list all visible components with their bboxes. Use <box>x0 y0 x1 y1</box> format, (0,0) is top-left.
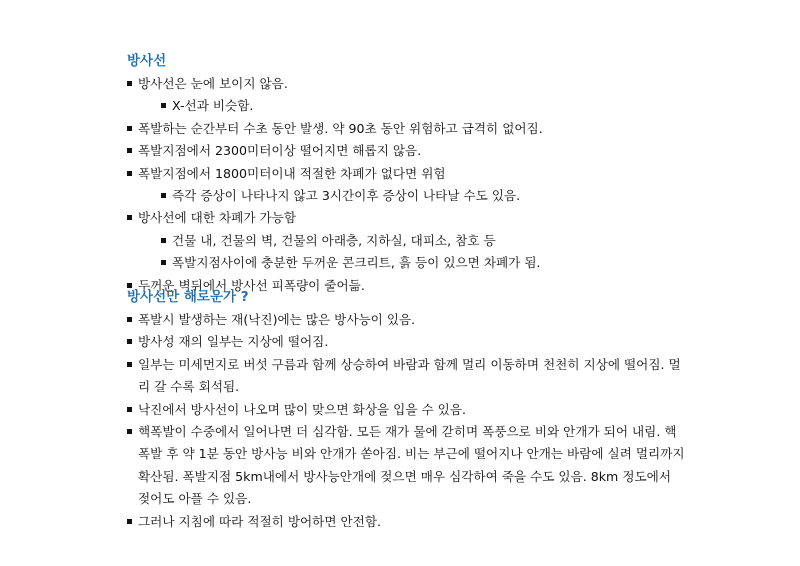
list-item <box>127 331 687 353</box>
square-bullet-icon <box>127 317 132 322</box>
list-item <box>127 309 687 331</box>
square-bullet-icon <box>127 171 132 176</box>
square-bullet-icon <box>161 260 166 265</box>
list-item <box>127 207 687 229</box>
list-item-text: 폭발지점에서 2300미터이상 떨어지면 해롭지 않음. <box>138 143 422 159</box>
list-item <box>127 354 687 399</box>
square-bullet-icon <box>127 429 132 434</box>
list-item-text: 핵폭발이 수중에서 일어나면 더 심각함. 모든 재가 물에 갇히며 폭풍으로 비와 안개가 되어 내림. 핵폭발 후 약 1분 동안 방사능 비와 안개가 쏟아짐. 비는 부근에 떨어지나 안개는 바람에 실려 멀리까지 확산됨. 폭발지점 5km내에서 방사능안개에 젖으면 매우 심각하여 죽을 수도 있음. 8km 정도에서 젖어도 아플 수 있음. <box>138 424 685 507</box>
sub-item-text: 건물 내, 건물의 벽, 건물의 아래층, 지하실, 대피소, 참호 등 <box>172 232 496 248</box>
square-bullet-icon <box>161 103 166 108</box>
list-item <box>127 140 687 162</box>
list-item-text: 방사성 재의 일부는 지상에 떨어짐. <box>138 334 329 350</box>
list-item <box>127 163 687 185</box>
square-bullet-icon <box>127 407 132 412</box>
list-item-text: 폭발지점에서 1800미터이내 적절한 차폐가 없다면 위험 <box>138 165 446 181</box>
list-item-text: 방사선은 눈에 보이지 않음. <box>138 76 288 91</box>
radiation-section <box>127 52 687 297</box>
radiation-harm-section <box>127 288 687 533</box>
list-item-text: 방사선에 대한 차폐가 가능함 <box>138 210 296 226</box>
sub-item-text: 즉각 증상이 나타나지 않고 3시간이후 증상이 나타날 수도 있음. <box>172 188 521 204</box>
list-item <box>127 73 687 95</box>
list-item <box>127 421 687 511</box>
sub-item-text: X-선과 비슷함. <box>172 98 254 114</box>
square-bullet-icon <box>127 519 132 524</box>
list-item-text: 폭발시 발생하는 재(낙진)에는 많은 방사능이 있음. <box>138 312 416 327</box>
square-bullet-icon <box>161 238 166 243</box>
sub-item-text: 폭발지점사이에 충분한 두꺼운 콘크리트, 흙 등이 있으면 차폐가 됨. <box>172 255 541 271</box>
list-item-text: 낙진에서 방사선이 나오며 많이 맞으면 화상을 입을 수 있음. <box>138 401 467 417</box>
list-item-text: 두꺼운 벽뒤에서 방사선 피폭량이 줄어듦. <box>138 277 365 293</box>
sub-list-item <box>127 185 687 207</box>
list-item-text: 일부는 미세먼지로 버섯 구름과 함께 상승하여 바람과 함께 멀리 이동하며 천천히 지상에 떨어짐. 멀리 갈 수록 회석됨. <box>138 356 681 395</box>
sub-list-item <box>127 95 687 117</box>
section-heading-radiation: 방사선 <box>127 53 167 69</box>
list-item-text: 폭발하는 순간부터 수초 동안 발생. 약 90초 동안 위험하고 급격히 없어짐. <box>138 120 543 136</box>
radiation-bullet-list <box>127 73 687 297</box>
square-bullet-icon <box>127 215 132 220</box>
square-bullet-icon <box>127 81 132 86</box>
square-bullet-icon <box>161 193 166 198</box>
square-bullet-icon <box>127 126 132 131</box>
sub-list-item <box>127 230 687 252</box>
list-item <box>127 511 687 533</box>
fallout-bullet-list <box>127 309 687 533</box>
square-bullet-icon <box>127 362 132 367</box>
sub-list-item <box>127 252 687 274</box>
square-bullet-icon <box>127 339 132 344</box>
list-item-text: 그러나 지침에 따라 적절히 방어하면 안전함. <box>138 513 381 529</box>
section-heading-radiation-harm: 방사선만 해로운가 ? <box>127 289 249 305</box>
list-item <box>127 399 687 421</box>
square-bullet-icon <box>127 148 132 153</box>
square-bullet-icon <box>127 283 132 288</box>
list-item <box>127 118 687 140</box>
